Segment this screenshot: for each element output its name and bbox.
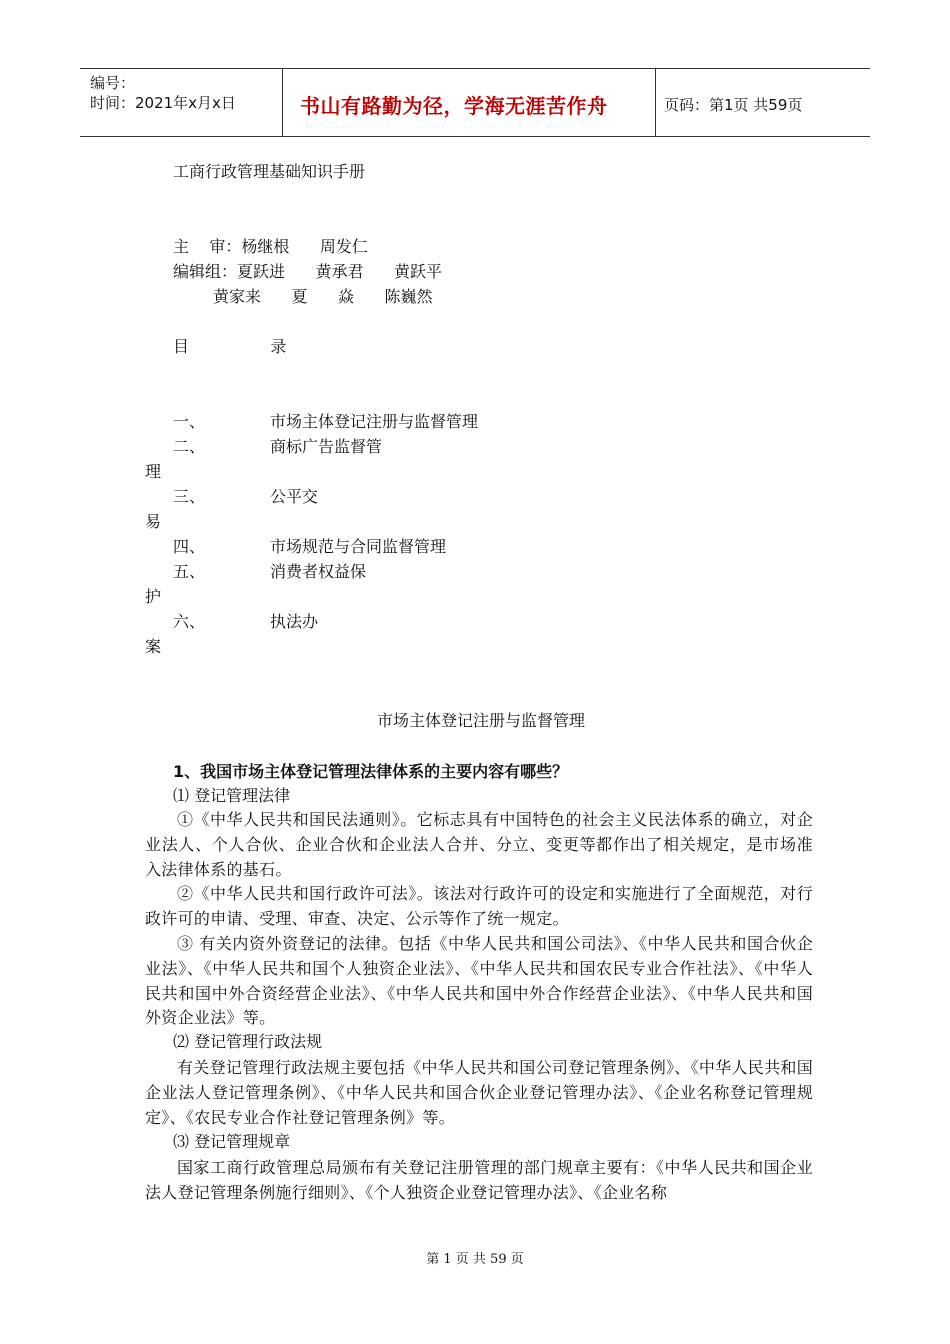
subheading-laws: ⑴ 登记管理法律 [173,786,291,805]
question-heading: 1、我国市场主体登记管理法律体系的主要内容有哪些？ [173,762,569,781]
toc-item-wrap: 护 [145,587,162,606]
toc-item-wrap: 案 [145,637,162,656]
paragraph-civil-law: ①《中华人民共和国民法通则》。它标志具有中国特色的社会主义民法体系的确立，对企业法人、个人合伙、企业合伙和企业法人合并、分立、变更等都作出了相关规定，是市场准入法律体系的基石。 [145,810,813,879]
toc-item-num: 一、 [173,412,206,431]
section-title: 市场主体登记注册与监督管理 [377,711,586,730]
subheading-rules: ⑶ 登记管理规章 [173,1132,291,1151]
toc-item-title: 消费者权益保 [270,562,367,581]
editors-line-1: 编辑组：夏跃进 黄承君 黄跃平 [173,262,443,281]
toc-item-wrap: 理 [145,462,162,481]
document-number-label: 编号： [90,74,136,92]
editors-line-2: 黄家来 夏 焱 陈巍然 [213,287,433,306]
header-divider-left [282,68,283,136]
chief-review-line: 主 审：杨继根 周发仁 [173,237,368,256]
document-title: 工商行政管理基础知识手册 [173,162,366,181]
paragraph-rules: 国家工商行政管理总局颁布有关登记注册管理的部门规章主要有：《中华人民共和国企业法人登记管理条例施行细则》、《个人独资企业登记管理办法》、《企业名称 [145,1158,813,1202]
paragraph-enterprise-laws: ③ 有关内资外资登记的法律。包括《中华人民共和国公司法》、《中华人民共和国合伙企业法》、《中华人民共和国个人独资企业法》、《中华人民共和国农民专业合作社法》、《中华人民共和国中外合资经营企业法》、《中华人民共和国中外合作经营企业法》、《中华人民共和国外资企业法》等。 [145,934,813,1028]
paragraph-administrative-license-law: ②《中华人民共和国行政许可法》。该法对行政许可的设定和实施进行了全面规范，对行政许可的申请、受理、审查、决定、公示等作了统一规定。 [145,884,813,928]
document-date: 时间：2021年x月x日 [90,94,236,112]
header-divider-right [655,68,656,136]
subheading-regulations: ⑵ 登记管理行政法规 [173,1032,323,1051]
page-footer: 第 1 页 共 59 页 [426,1252,524,1267]
toc-item-title: 商标广告监督管 [270,437,383,456]
toc-item-title: 执法办 [270,612,319,631]
header-page-info: 页码：第1页 共59页 [664,96,803,114]
toc-item-title: 市场主体登记注册与监督管理 [270,412,479,431]
toc-item-wrap: 易 [145,512,162,531]
toc-heading: 目 录 [173,337,287,356]
toc-item-num: 五、 [173,562,206,581]
toc-item-title: 公平交 [270,487,319,506]
toc-item-title: 市场规范与合同监督管理 [270,537,447,556]
toc-item-num: 六、 [173,612,206,631]
header-motto: 书山有路勤为径，学海无涯苦作舟 [300,94,608,118]
toc-item-num: 四、 [173,537,206,556]
paragraph-regulations: 有关登记管理行政法规主要包括《中华人民共和国公司登记管理条例》、《中华人民共和国企业法人登记管理条例》、《中华人民共和国合伙企业登记管理办法》、《企业名称登记管理规定》、《农民专业合作社登记管理条例》等。 [145,1058,814,1127]
toc-item-num: 三、 [173,487,206,506]
header-bottom-rule [80,136,870,137]
header-top-rule [80,68,870,69]
toc-item-num: 二、 [173,437,206,456]
